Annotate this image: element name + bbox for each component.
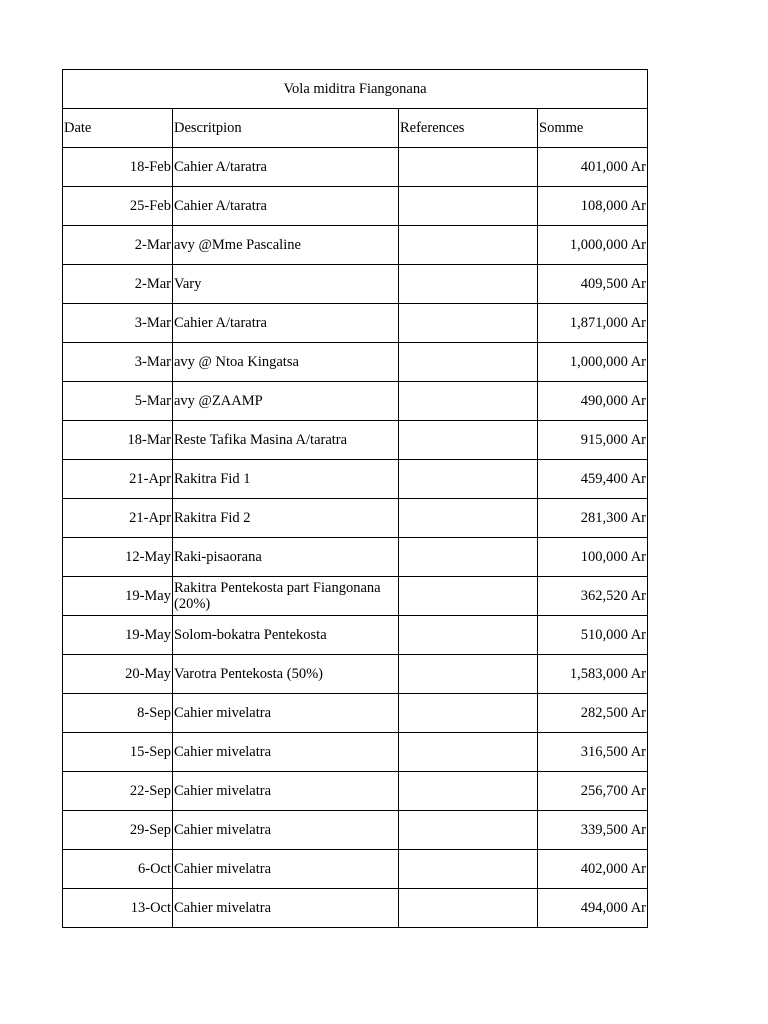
header-references: References bbox=[399, 109, 538, 148]
income-table bbox=[62, 69, 648, 928]
amount-cell: 100,000 Ar bbox=[538, 538, 648, 577]
amount-cell: 494,000 Ar bbox=[538, 889, 648, 928]
description-cell: Cahier mivelatra bbox=[173, 694, 399, 733]
description-cell: Cahier mivelatra bbox=[173, 733, 399, 772]
amount-cell: 402,000 Ar bbox=[538, 850, 648, 889]
description-cell: Rakitra Fid 2 bbox=[173, 499, 399, 538]
table-title: Vola miditra Fiangonana bbox=[63, 70, 648, 109]
reference-cell bbox=[399, 226, 538, 265]
date-cell: 3-Mar bbox=[63, 343, 173, 382]
amount-cell: 282,500 Ar bbox=[538, 694, 648, 733]
date-cell: 12-May bbox=[63, 538, 173, 577]
date-cell: 18-Feb bbox=[63, 148, 173, 187]
reference-cell bbox=[399, 655, 538, 694]
reference-cell bbox=[399, 343, 538, 382]
header-date: Date bbox=[63, 109, 173, 148]
date-cell: 20-May bbox=[63, 655, 173, 694]
description-cell: avy @ Ntoa Kingatsa bbox=[173, 343, 399, 382]
date-cell: 13-Oct bbox=[63, 889, 173, 928]
amount-cell: 490,000 Ar bbox=[538, 382, 648, 421]
table-row bbox=[63, 265, 648, 304]
amount-cell: 256,700 Ar bbox=[538, 772, 648, 811]
table-row bbox=[63, 304, 648, 343]
table-row bbox=[63, 382, 648, 421]
description-cell: Cahier A/taratra bbox=[173, 187, 399, 226]
amount-cell: 459,400 Ar bbox=[538, 460, 648, 499]
date-cell: 6-Oct bbox=[63, 850, 173, 889]
amount-cell: 316,500 Ar bbox=[538, 733, 648, 772]
header-somme: Somme bbox=[538, 109, 648, 148]
table-row bbox=[63, 811, 648, 850]
amount-cell: 915,000 Ar bbox=[538, 421, 648, 460]
reference-cell bbox=[399, 694, 538, 733]
table-row bbox=[63, 343, 648, 382]
date-cell: 21-Apr bbox=[63, 460, 173, 499]
amount-cell: 401,000 Ar bbox=[538, 148, 648, 187]
table-row bbox=[63, 850, 648, 889]
amount-cell: 1,871,000 Ar bbox=[538, 304, 648, 343]
reference-cell bbox=[399, 499, 538, 538]
description-cell: Cahier A/taratra bbox=[173, 304, 399, 343]
date-cell: 5-Mar bbox=[63, 382, 173, 421]
description-cell: Cahier mivelatra bbox=[173, 772, 399, 811]
table-row bbox=[63, 460, 648, 499]
table-row bbox=[63, 889, 648, 928]
reference-cell bbox=[399, 460, 538, 499]
amount-cell: 1,583,000 Ar bbox=[538, 655, 648, 694]
income-table-body bbox=[63, 70, 648, 928]
description-cell: avy @Mme Pascaline bbox=[173, 226, 399, 265]
description-cell: Rakitra Pentekosta part Fiangonana (20%) bbox=[173, 577, 399, 616]
date-cell: 2-Mar bbox=[63, 265, 173, 304]
date-cell: 15-Sep bbox=[63, 733, 173, 772]
date-cell: 19-May bbox=[63, 616, 173, 655]
table-row bbox=[63, 226, 648, 265]
table-row bbox=[63, 421, 648, 460]
reference-cell bbox=[399, 889, 538, 928]
header-description: Descritpion bbox=[173, 109, 399, 148]
date-cell: 25-Feb bbox=[63, 187, 173, 226]
date-cell: 22-Sep bbox=[63, 772, 173, 811]
amount-cell: 108,000 Ar bbox=[538, 187, 648, 226]
table-row bbox=[63, 499, 648, 538]
reference-cell bbox=[399, 382, 538, 421]
date-cell: 18-Mar bbox=[63, 421, 173, 460]
table-row bbox=[63, 616, 648, 655]
description-cell: avy @ZAAMP bbox=[173, 382, 399, 421]
reference-cell bbox=[399, 148, 538, 187]
amount-cell: 409,500 Ar bbox=[538, 265, 648, 304]
table-row bbox=[63, 733, 648, 772]
date-cell: 3-Mar bbox=[63, 304, 173, 343]
date-cell: 21-Apr bbox=[63, 499, 173, 538]
reference-cell bbox=[399, 772, 538, 811]
amount-cell: 362,520 Ar bbox=[538, 577, 648, 616]
reference-cell bbox=[399, 733, 538, 772]
description-cell: Raki-pisaorana bbox=[173, 538, 399, 577]
table-row bbox=[63, 694, 648, 733]
reference-cell bbox=[399, 187, 538, 226]
date-cell: 8-Sep bbox=[63, 694, 173, 733]
reference-cell bbox=[399, 850, 538, 889]
reference-cell bbox=[399, 577, 538, 616]
description-cell: Solom-bokatra Pentekosta bbox=[173, 616, 399, 655]
reference-cell bbox=[399, 811, 538, 850]
reference-cell bbox=[399, 538, 538, 577]
header-row bbox=[63, 109, 648, 148]
amount-cell: 339,500 Ar bbox=[538, 811, 648, 850]
date-cell: 2-Mar bbox=[63, 226, 173, 265]
title-row bbox=[63, 70, 648, 109]
description-cell: Reste Tafika Masina A/taratra bbox=[173, 421, 399, 460]
amount-cell: 281,300 Ar bbox=[538, 499, 648, 538]
amount-cell: 510,000 Ar bbox=[538, 616, 648, 655]
amount-cell: 1,000,000 Ar bbox=[538, 226, 648, 265]
table-row bbox=[63, 187, 648, 226]
reference-cell bbox=[399, 616, 538, 655]
description-cell: Cahier A/taratra bbox=[173, 148, 399, 187]
date-cell: 29-Sep bbox=[63, 811, 173, 850]
reference-cell bbox=[399, 304, 538, 343]
description-cell: Rakitra Fid 1 bbox=[173, 460, 399, 499]
reference-cell bbox=[399, 421, 538, 460]
table-row bbox=[63, 538, 648, 577]
description-cell: Cahier mivelatra bbox=[173, 811, 399, 850]
description-cell: Cahier mivelatra bbox=[173, 889, 399, 928]
date-cell: 19-May bbox=[63, 577, 173, 616]
table-row bbox=[63, 655, 648, 694]
table-row bbox=[63, 148, 648, 187]
table-row bbox=[63, 772, 648, 811]
amount-cell: 1,000,000 Ar bbox=[538, 343, 648, 382]
description-cell: Cahier mivelatra bbox=[173, 850, 399, 889]
description-cell: Varotra Pentekosta (50%) bbox=[173, 655, 399, 694]
reference-cell bbox=[399, 265, 538, 304]
table-row bbox=[63, 577, 648, 616]
description-cell: Vary bbox=[173, 265, 399, 304]
